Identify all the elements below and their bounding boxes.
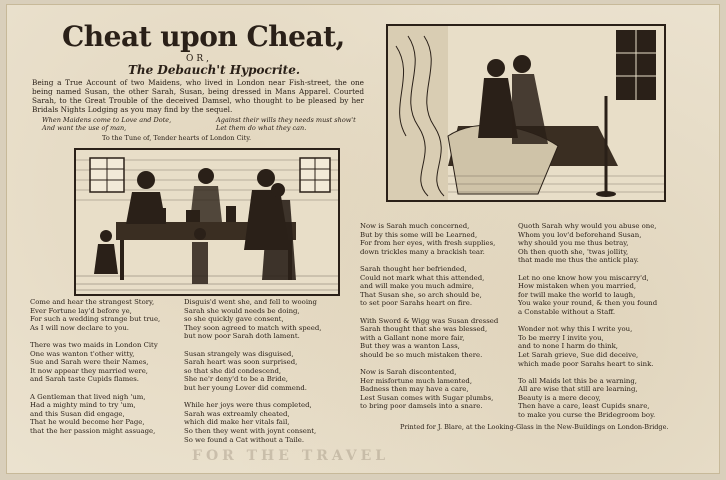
epigraph-left: When Maidens come to Love and Dote, And want the use of man,: [42, 116, 172, 132]
ballad-subtitle: The Debauch't Hypocrite.: [127, 63, 301, 77]
ballad-title: Cheat upon Cheat,: [62, 20, 345, 53]
tune-line: To the Tune of, Tender hearts of London City.: [102, 134, 252, 142]
bedroom-woodcut-illustration: [386, 24, 666, 202]
ballad-column-3: Now is Sarah much concerned, But by this some will be Learned, For from her eyes, with fresh supplies, down trickles many a brackish tear. Sarah thought her befriended, Could not mark what this attended, and will make you much admire, That Susan she, so arch should be, to set poor Sarahs heart on fire. With Sword & Wigg was Susan dressed Sarah thought that she was blessed, with a Gallant none more fair, But they was a wanton Lass, should be so much mistaken there. Now is Sarah discontented, Her misfortune much lamented, Badness then may have a care, Lest Susan comes with Sugar plumbs, to bring poor damsels into a snare.: [360, 222, 499, 411]
epigraph-right: Against their wills they needs must show't Let them do what they can.: [216, 116, 356, 132]
or-separator: OR,: [186, 54, 213, 64]
ballad-description: Being a True Account of two Maidens, who lived in London near Fish-street, the one being named Susan, the other Sarah, Susan, being dressed in Mans Apparel. Courted Sarah, to the Great Trouble of the deceived Damsel, who thought to be pleased by her Bridals Nights Lodging as you may find by the sequel.: [32, 78, 364, 114]
bedroom-woodcut-drawing: [388, 26, 664, 200]
tavern-woodcut-illustration: [74, 148, 340, 296]
broadside-sheet: [6, 4, 720, 474]
tavern-woodcut-drawing: [76, 150, 338, 294]
ballad-column-2: Disguis'd went she, and fell to wooing Sarah she would needs be doing, so she quickly gave consent, They soon agreed to match with speed, but now poor Sarah doth lament. Susan strangely was disguised, Sarah heart was soon surprised, so that she did condescend, She ne'r deny'd to be a Bride, but her young Lover did commend. While her joys were thus completed, Sarah was extreamly cheated, which did make her vitals fail, So then they went with joynt consent, So we found a Cat without a Taile.: [184, 298, 322, 444]
ballad-column-1: Come and hear the strangest Story, Ever Fortune lay'd before ye, For such a wedding strange but true, As I will now declare to you. There was two maids in London City One was wanton t'other witty, Sue and Sarah were their Names, It now appear they married were, and Sarah taste Cupids flames. A Gentleman that lived nigh 'um, Had a mighty mind to try 'um, and this Susan did engage, That he would become her Page, that the her passion might assuage,: [30, 298, 161, 435]
ballad-column-4: Quoth Sarah why would you abuse one, Whom you lov'd beforehand Susan, why should you me thus betray, Oh then quoth she, 'twas jollity, that made me thus the antick play. Let no one know how you miscarry'd, How mistaken when you married, for twill make the world to laugh, You wake your round, & then you found a Constable without a Staff. Wonder not why this I write you, To be merry I invite you, and to none I harm do think, Let Sarah grieve, Sue did deceive, which made poor Sarahs heart to sink. To all Maids let this be a warning, All are wise that still are learning, Beauty is a mere decoy, Then have a care, least Cupids snare, to make you curse the Bridegroom boy.: [518, 222, 658, 420]
printer-imprint: Printed for J. Blare, at the Looking-Glass in the New-Buildings on London-Bridge.: [400, 423, 669, 431]
show-through-text: FOR THE TRAVEL: [192, 448, 390, 464]
